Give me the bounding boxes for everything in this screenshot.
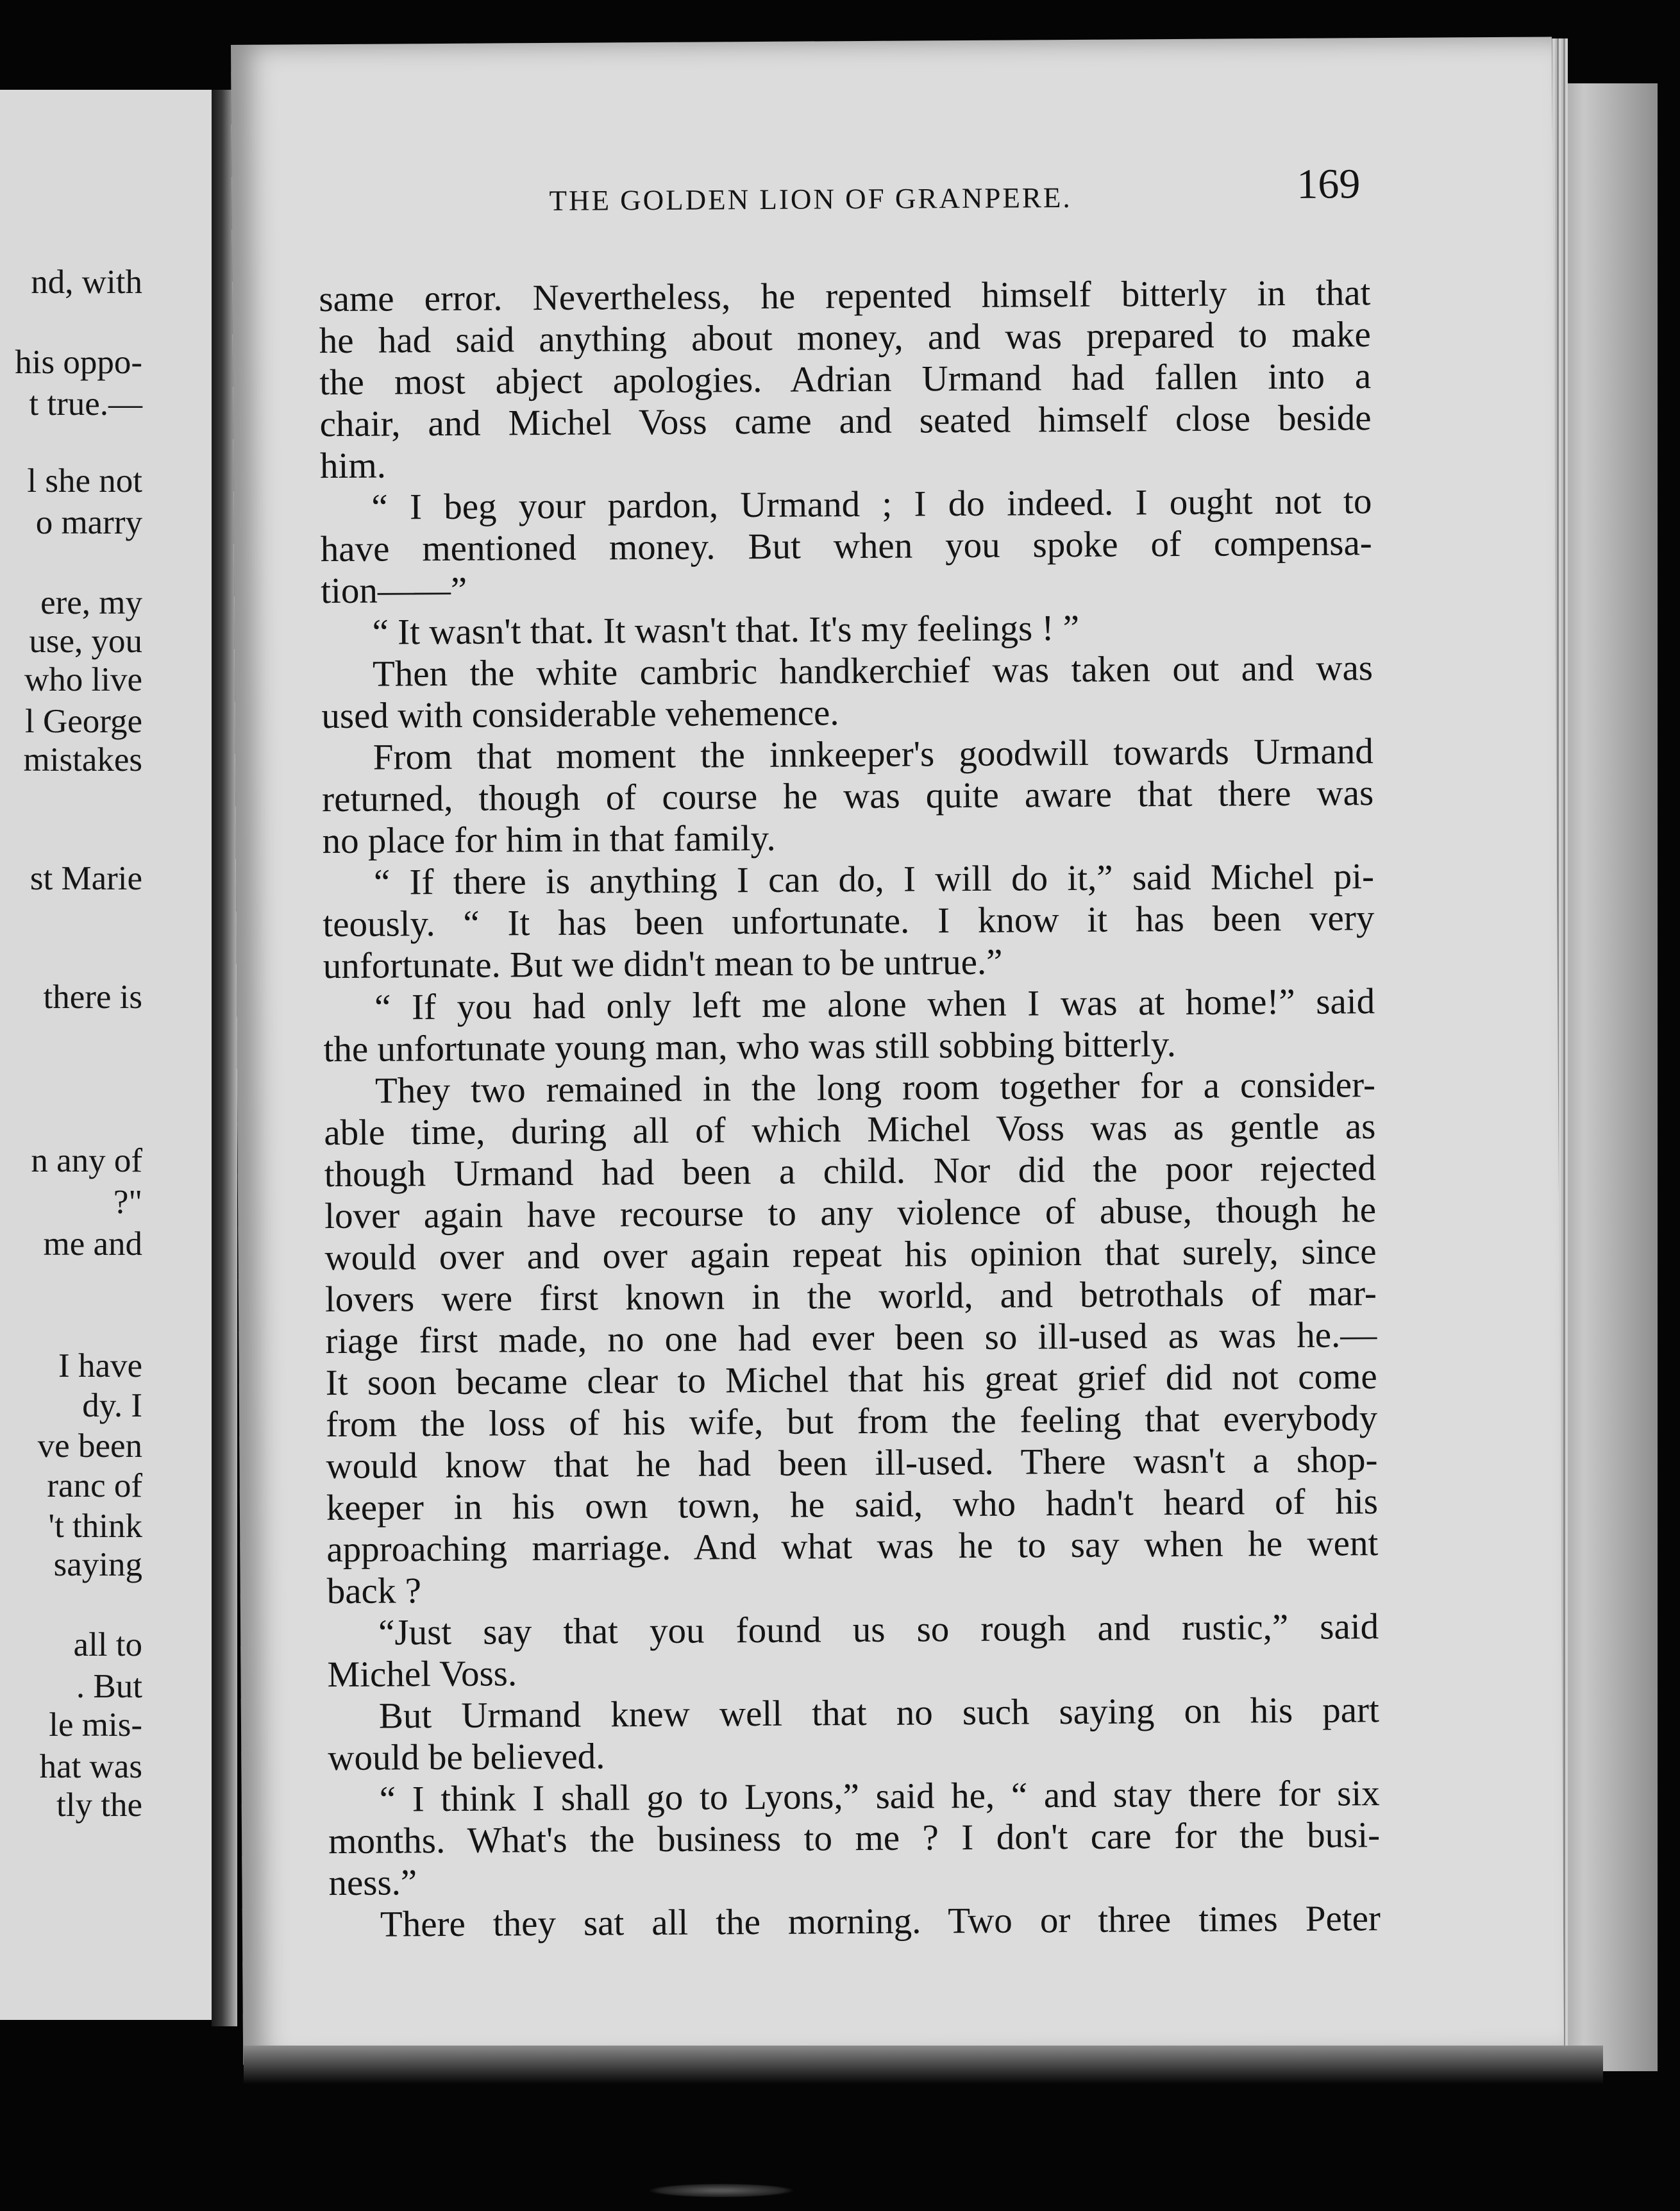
- text-line: ness.”: [328, 1862, 417, 1904]
- previous-page-line: tly the: [56, 1786, 142, 1824]
- page-bottom-shadow: [244, 2046, 1603, 2084]
- previous-page-line: ranc of: [47, 1467, 142, 1504]
- previous-page-line: mistakes: [23, 741, 142, 778]
- previous-page-line: use, you: [29, 623, 142, 660]
- text-line: “ If you had only left me alone when I was at home!” said: [374, 981, 1375, 1028]
- previous-page-line: ve been: [37, 1427, 142, 1465]
- text-line: have mentioned money. But when you spoke of compensa-: [320, 523, 1372, 570]
- previous-page-line: 't think: [48, 1508, 142, 1545]
- text-line: There they sat all the morning. Two or three times Peter: [380, 1898, 1381, 1945]
- text-line: lover again have recourse to any violence of abuse, though he: [324, 1190, 1377, 1237]
- previous-page-line: nd, with: [31, 264, 142, 301]
- page-body: [319, 272, 1381, 1946]
- previous-page-line: all to: [73, 1626, 142, 1663]
- previous-page-line: l George: [25, 703, 142, 740]
- text-line: From that moment the innkeeper's goodwill towards Urmand: [373, 731, 1373, 778]
- text-line: months. What's the business to me ? I don't care for the busi-: [328, 1815, 1381, 1862]
- previous-page-line: who live: [24, 661, 142, 698]
- text-line: the most abject apologies. Adrian Urmand had fallen into a: [319, 356, 1372, 403]
- previous-page-line: his oppo-: [15, 344, 142, 381]
- text-line: chair, and Michel Voss came and seated himself close beside: [319, 398, 1372, 445]
- previous-page-line: . But: [76, 1668, 142, 1705]
- text-line: Then the white cambric handkerchief was taken out and was: [372, 648, 1373, 694]
- previous-page-line: st Marie: [29, 860, 142, 897]
- previous-page-line: t true.—: [29, 385, 142, 423]
- text-line: would be believed.: [328, 1736, 605, 1779]
- text-line: back ?: [326, 1570, 422, 1612]
- text-line: Michel Voss.: [327, 1653, 517, 1695]
- text-line: riage first made, no one had ever been so ill-used as was he.—: [325, 1315, 1377, 1362]
- text-line: “ I beg your pardon, Urmand ; I do indeed. I ought not to: [371, 481, 1372, 528]
- text-line: keeper in his own town, he said, who hadn't heard of his: [326, 1481, 1379, 1529]
- previous-page-line: I have: [58, 1347, 142, 1384]
- text-line: though Urmand had been a child. Nor did the poor rejected: [324, 1148, 1376, 1195]
- text-line: But Urmand knew well that no such saying on his part: [378, 1690, 1380, 1736]
- running-title: THE GOLDEN LION OF GRANPERE.: [549, 181, 1072, 217]
- text-line: “ If there is anything I can do, I will do it,” said Michel pi-: [373, 856, 1375, 903]
- text-line: would over and over again repeat his opinion that surely, since: [324, 1231, 1377, 1279]
- text-line: would know that he had been ill-used. There wasn't a shop-: [326, 1440, 1378, 1487]
- previous-page-line: saying: [53, 1546, 142, 1583]
- text-line: They two remained in the long room together for a consider-: [374, 1064, 1376, 1111]
- text-line: approaching marriage. And what was he to say when he went: [326, 1523, 1379, 1570]
- previous-page-line: me and: [43, 1225, 142, 1263]
- text-line: he had said anything about money, and was prepared to make: [319, 314, 1371, 362]
- previous-page-line: ?": [113, 1184, 142, 1221]
- text-line: “ I think I shall go to Lyons,” said he, “ and stay there for six: [379, 1773, 1380, 1820]
- running-head: [308, 124, 1361, 217]
- text-line: the unfortunate young man, who was still sobbing bitterly.: [323, 1024, 1177, 1070]
- text-line: same error. Nevertheless, he repented himself bitterly in that: [319, 273, 1371, 320]
- previous-page-line: there is: [43, 979, 142, 1016]
- text-line: tion——”: [321, 569, 467, 612]
- current-page: [231, 37, 1564, 2065]
- previous-page-line: ere, my: [40, 584, 142, 621]
- text-line: from the loss of his wife, but from the feeling that everybody: [325, 1398, 1378, 1445]
- previous-page: [0, 90, 221, 2020]
- text-line: lovers were first known in the world, and betrothals of mar-: [324, 1273, 1377, 1320]
- text-line: “ It wasn't that. It wasn't that. It's my feelings ! ”: [372, 607, 1080, 653]
- previous-page-line: n any of: [31, 1142, 142, 1179]
- text-line: “Just say that you found us so rough and rustic,” said: [378, 1606, 1379, 1653]
- text-line: no place for him in that family.: [322, 818, 776, 862]
- text-line: him.: [319, 445, 387, 487]
- text-line: returned, though of course he was quite aware that there was: [321, 773, 1374, 820]
- previous-page-line: o marry: [35, 504, 142, 541]
- previous-page-line: le mis-: [49, 1706, 142, 1744]
- previous-page-line: hat was: [39, 1748, 142, 1785]
- text-line: unfortunate. But we didn't mean to be untrue.”: [323, 941, 1003, 987]
- previous-page-line: dy. I: [82, 1387, 142, 1424]
- page-number: 169: [1297, 160, 1361, 208]
- text-line: able time, during all of which Michel Voss was as gentle as: [324, 1106, 1376, 1154]
- text-line: It soon became clear to Michel that his great grief did not come: [325, 1356, 1377, 1404]
- text-line: used with considerable vehemence.: [321, 693, 839, 737]
- text-line: teously. “ It has been unfortunate. I know it has been very: [323, 898, 1375, 945]
- scan-smudge: [648, 2183, 795, 2198]
- previous-page-line: l she not: [27, 462, 142, 500]
